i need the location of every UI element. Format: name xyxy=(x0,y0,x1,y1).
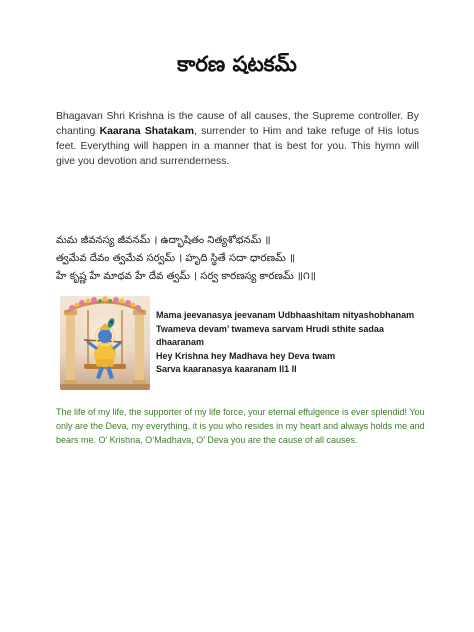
intro-text-end: , surrender to Him and take refuge of His lotus feet. Everything will happen in a manner that is best for you. This hymn will give you devotion and surrenderness. xyxy=(56,126,419,167)
telugu-verse xyxy=(56,232,436,286)
hymn-name-bold: Kaarana Shatakam xyxy=(99,126,194,137)
transliteration-line: Twameva devam’ twameva sarvam Hrudi sthite sadaa dhaaranam xyxy=(156,323,384,348)
krishna-on-swing-icon xyxy=(60,296,150,390)
krishna-swing-image xyxy=(60,296,150,390)
transliterated-verse xyxy=(156,309,418,377)
transliteration-line: Sarva kaaranasya kaaranam ll1 ll xyxy=(156,364,297,375)
intro-paragraph xyxy=(56,109,419,169)
intro-text-start: Bhagavan Shri Krishna is the cause of all causes, the Supreme controller. By chanting xyxy=(56,111,419,137)
telugu-verse-line: మమ జీవనస్య జీవనమ్ । ఉద్భాషితం నిత్యశోభనమ్ ॥ xyxy=(56,235,271,246)
telugu-verse-line: హే కృష్ణ హే మాధవ హే దేవ త్వమ్ । సర్వ కారణస్య కారణమ్ ॥౧॥ xyxy=(56,271,316,282)
verse-meaning: The life of my life, the supporter of my life force, your eternal effulgence is ever splendid! You only are the Deva, my everything, it is you who resides in my heart and always holds me and bears me. O’ Krishna, O’Madhava, O’ Deva you are the cause of all causes. xyxy=(56,407,425,445)
telugu-verse-line: త్వమేవ దేవం త్వమేవ సర్వమ్ । హృది స్థితే సదా ధారణమ్ ॥ xyxy=(56,253,296,264)
page-title: కారణ షటకమ్ xyxy=(177,52,297,76)
transliteration-line: Mama jeevanasya jeevanam Udbhaashitam nityashobhanam xyxy=(156,310,415,320)
transliteration-line: Hey Krishna hey Madhava hey Deva twam xyxy=(156,350,336,361)
